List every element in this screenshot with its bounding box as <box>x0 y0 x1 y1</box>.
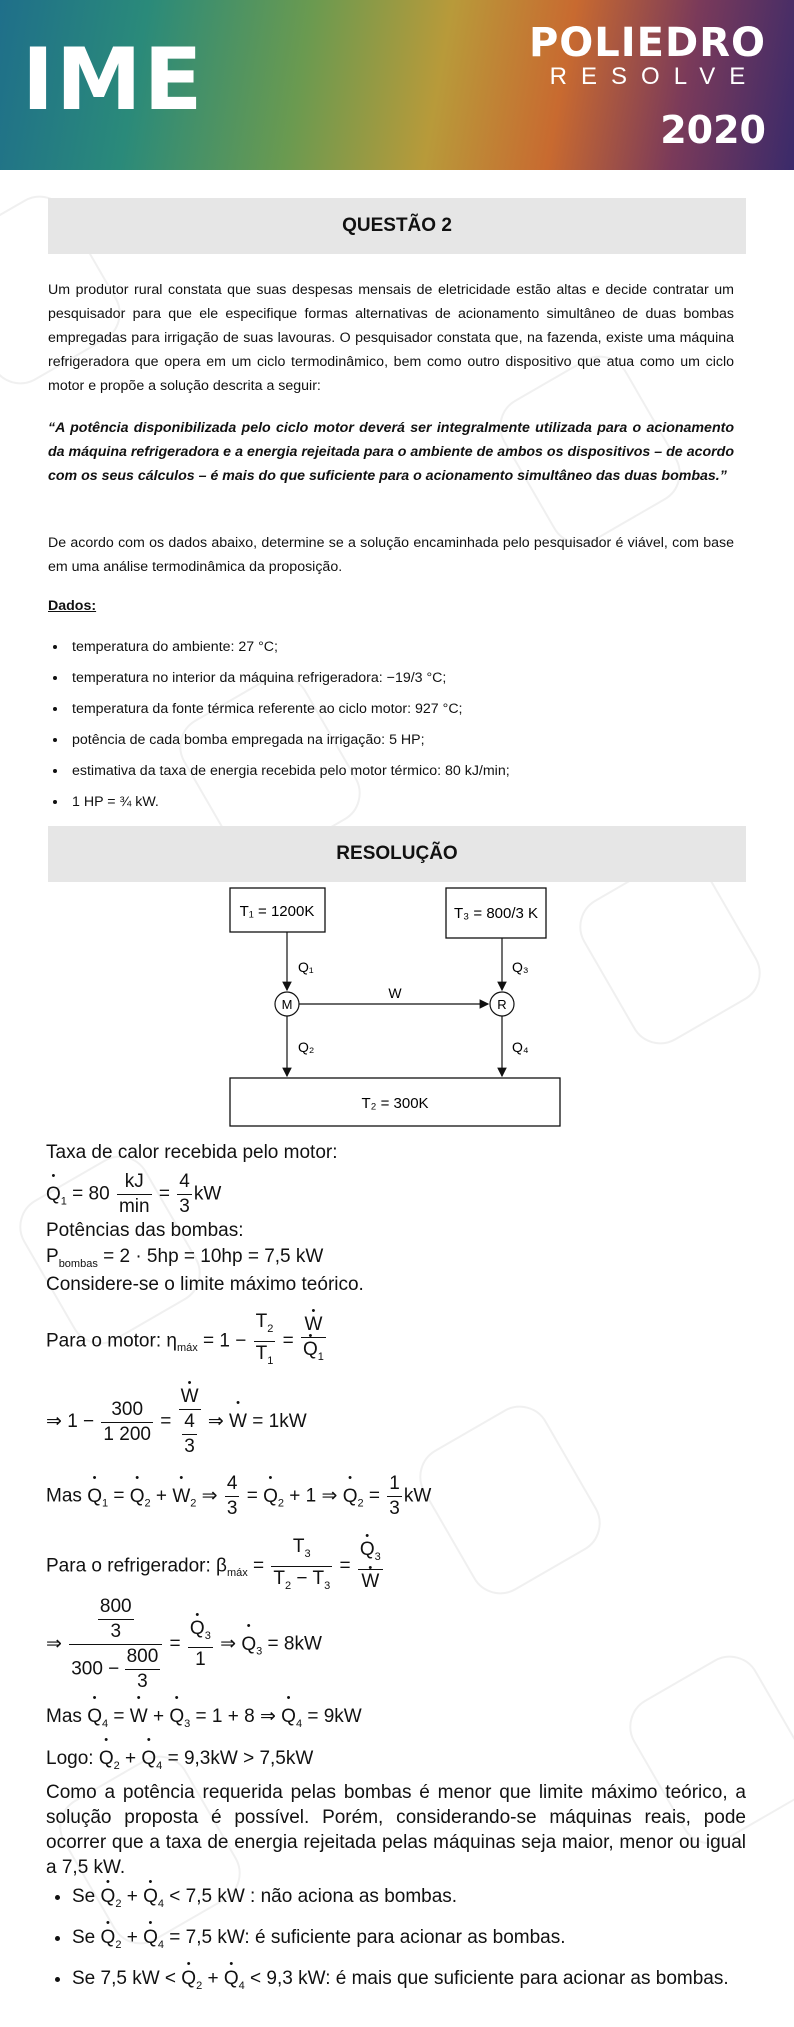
conclusion-bullets <box>46 1880 792 2002</box>
list-item: • Se • $Q_2$ + • $Q_4 = 7,5$ kW: é suficiente para acionar as bombas. <box>72 1921 792 1962</box>
motor-label: M <box>281 997 293 1012</box>
dados-label: Dados: <box>48 598 97 614</box>
question-quote: “A potência disponibilizada pelo ciclo motor deverá ser integralmente utilizada para o acionamento da máquina refrigeradora e a energia rejeitada para o ambiente de ambos os dispositivos – de acordo com os seus cálculos – é mais do que suficiente para o acionamento simultâneo das duas bombas.” <box>48 420 734 484</box>
resolution-line-4: Considere-se o limite máximo teórico. <box>46 1274 364 1295</box>
list-item: • temperatura do ambiente: 27 °C; <box>68 632 510 663</box>
list-item: • estimativa da taxa de energia recebida pelo motor térmico: 80 kJ/min; <box>68 756 510 787</box>
resolution-heading: RESOLUÇÃO <box>48 826 746 882</box>
eq-q1: • $Q_1 = 80$ $\frac{kJ}{\min}$ = $\frac{4}{3}$ kW <box>46 1170 221 1219</box>
q3-label: Q₃ <box>512 959 529 975</box>
q1-label: Q₁ <box>298 959 314 975</box>
list-item: • temperatura no interior da máquina refrigeradora: −19/3 °C; <box>68 663 510 694</box>
header-banner <box>0 0 794 170</box>
refrigerator-label: R <box>497 997 507 1012</box>
resolution-line-2: Potências das bombas: <box>46 1220 244 1241</box>
eq-motor: Para o motor: $\eta_{máx} = 1$ − $\frac{T_2}{T_1}$ = • W • $Q_1$ <box>46 1310 328 1373</box>
t3-label: T₃ = 800/3 K <box>453 905 539 922</box>
exam-year: 2020 <box>660 108 766 152</box>
exam-title: IME <box>22 30 205 130</box>
eq-refrigerator: Para o refrigerador: $\beta_{máx}$ = $\frac{T_3}{T_2 - T_3}$ = • $Q_3$ • W <box>46 1535 385 1598</box>
list-item: • Se 7,5 kW < • $Q_2$ + • $Q_4 < 9,3$ kW: é mais que suficiente para acionar as bombas. <box>72 1962 792 2003</box>
thermo-diagram <box>220 880 570 1130</box>
eq-q2: Mas • $Q_1$ = • $Q_2$ + • $W_2$ ⇒ $\frac{4}{3}$ = • $Q_2 + 1$ ⇒ • $Q_2$ = $\frac{1}{3}$ kW <box>46 1472 431 1521</box>
resolution-conclusion: Como a potência requerida pelas bombas é menor que limite máximo teórico, a solução proposta é possível. Porém, considerando-se máquinas reais, pode ocorrer que a taxa de energia rejeitada pelas máquinas seja maior, menor ou igual a 7,5 kW. <box>46 1782 746 1878</box>
resolution-line-1: Taxa de calor recebida pelo motor: <box>46 1142 338 1163</box>
eq-logo: Logo: • $Q_2$ + • $Q_4 = 9,3kW > 7,5kW$ <box>46 1748 313 1772</box>
brand-logo: POLIEDRO RESOLVE <box>528 20 766 90</box>
t2-label: T₂ = 300K <box>361 1095 429 1112</box>
question-paragraph-1: Um produtor rural constata que suas despesas mensais de eletricidade estão altas e decide contratar um pesquisador para que ele especifique formas alternativas de acionamento simultâneo de duas bombas empregadas para irrigação de suas lavouras. O pesquisador constata que, na fazenda, existe uma máquina refrigeradora que opera em um ciclo termodinâmico, bem como outro dispositivo que atua como um ciclo motor e propõe a solução descrita a seguir: <box>48 282 734 394</box>
question-heading: QUESTÃO 2 <box>48 198 746 254</box>
q4-label: Q₄ <box>512 1039 529 1055</box>
t1-label: T₁ = 1200K <box>239 903 315 920</box>
list-item: • 1 HP = ¾ kW. <box>68 787 510 818</box>
question-paragraph-2: De acordo com os dados abaixo, determine se a solução encaminhada pelo pesquisador é viável, com base em uma análise termodinâmica da proposição. <box>48 535 734 575</box>
dados-list <box>48 632 510 818</box>
eq-q3: ⇒ $\frac{800}{3}$ 300 − $\frac{800}{3}$ = • $\frac{Q_3}{1}$ ⇒ • $Q_3 = 8kW$ <box>46 1595 322 1694</box>
list-item: • potência de cada bomba empregada na irrigação: 5 HP; <box>68 725 510 756</box>
eq-q4: Mas • $Q_4$ = • W + • $Q_3 = 1 + 8$ ⇒ • $Q_4 = 9kW$ <box>46 1705 362 1730</box>
list-item: • Se • $Q_2$ + • $Q_4 < 7,5$ kW : não aciona as bombas. <box>72 1880 792 1921</box>
list-item: • temperatura da fonte térmica referente ao ciclo motor: 927 °C; <box>68 694 510 725</box>
eq-work: ⇒ 1 − $\frac{300}{1 200}$ = • $\frac{W}{\frac{4}{3}}$ ⇒ • W = 1kW <box>46 1385 307 1459</box>
w-label: W <box>388 985 402 1001</box>
resolution-line-3: $P_{bombas} = 2 \cdot 5hp = 10hp = 7,5$ kW <box>46 1246 324 1270</box>
q2-label: Q₂ <box>298 1039 315 1055</box>
